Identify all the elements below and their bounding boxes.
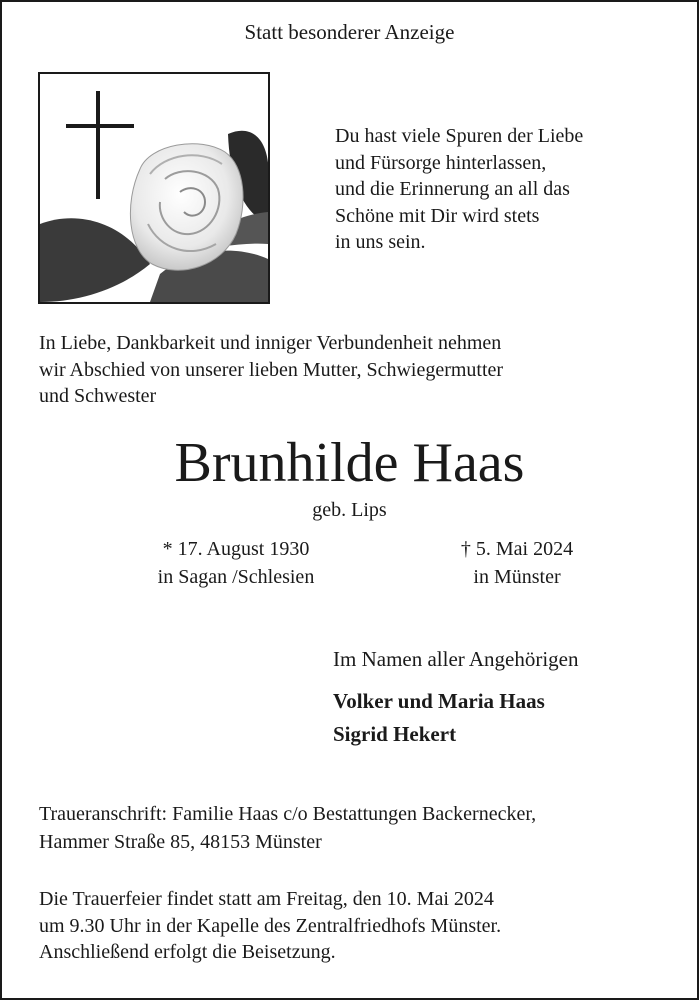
intro-line: In Liebe, Dankbarkeit und inniger Verbundenheit nehmen	[39, 332, 502, 354]
family-name: Sigrid Hekert	[333, 722, 457, 746]
memorial-poem	[335, 123, 675, 256]
poem-line: Du hast viele Spuren der Liebe	[335, 125, 584, 147]
family-names	[333, 685, 545, 751]
deceased-name: Brunhilde Haas	[174, 432, 525, 494]
death-place: in Münster	[473, 566, 561, 588]
poem-line: Schöne mit Dir wird stets	[335, 204, 540, 227]
intro-line: und Schwester	[39, 385, 157, 407]
address-line: Hammer Straße 85, 48153 Münster	[39, 831, 322, 853]
poem-line: und die Erinnerung an all das	[335, 178, 570, 200]
poem-line: in uns sein.	[335, 231, 426, 253]
mourning-address	[39, 800, 679, 856]
family-intro: Im Namen aller Angehörigen	[333, 647, 579, 671]
address-line: Traueranschrift: Familie Haas c/o Bestattungen Backernecker,	[39, 803, 537, 825]
death-info	[402, 535, 632, 591]
death-date: † 5. Mai 2024	[460, 538, 574, 560]
family-name: Volker und Maria Haas	[333, 689, 545, 713]
poem-line: und Fürsorge hinterlassen,	[335, 151, 547, 174]
birth-name: geb. Lips	[312, 499, 387, 521]
ceremony-line: Anschließend erfolgt die Beisetzung.	[39, 941, 336, 963]
ceremony-line: Die Trauerfeier findet statt am Freitag, den 10. Mai 2024	[39, 888, 494, 910]
birth-info	[120, 535, 352, 591]
birth-date: * 17. August 1930	[162, 538, 310, 560]
intro-line: wir Abschied von unserer lieben Mutter, Schwiegermutter	[39, 358, 504, 381]
notice-header: Statt besonderer Anzeige	[244, 20, 455, 44]
birth-place: in Sagan /Schlesien	[157, 566, 315, 588]
intro-text	[39, 330, 679, 410]
ceremony-info	[39, 886, 679, 966]
ceremony-line: um 9.30 Uhr in der Kapelle des Zentralfriedhofs Münster.	[39, 914, 502, 937]
memorial-photo	[38, 72, 270, 304]
